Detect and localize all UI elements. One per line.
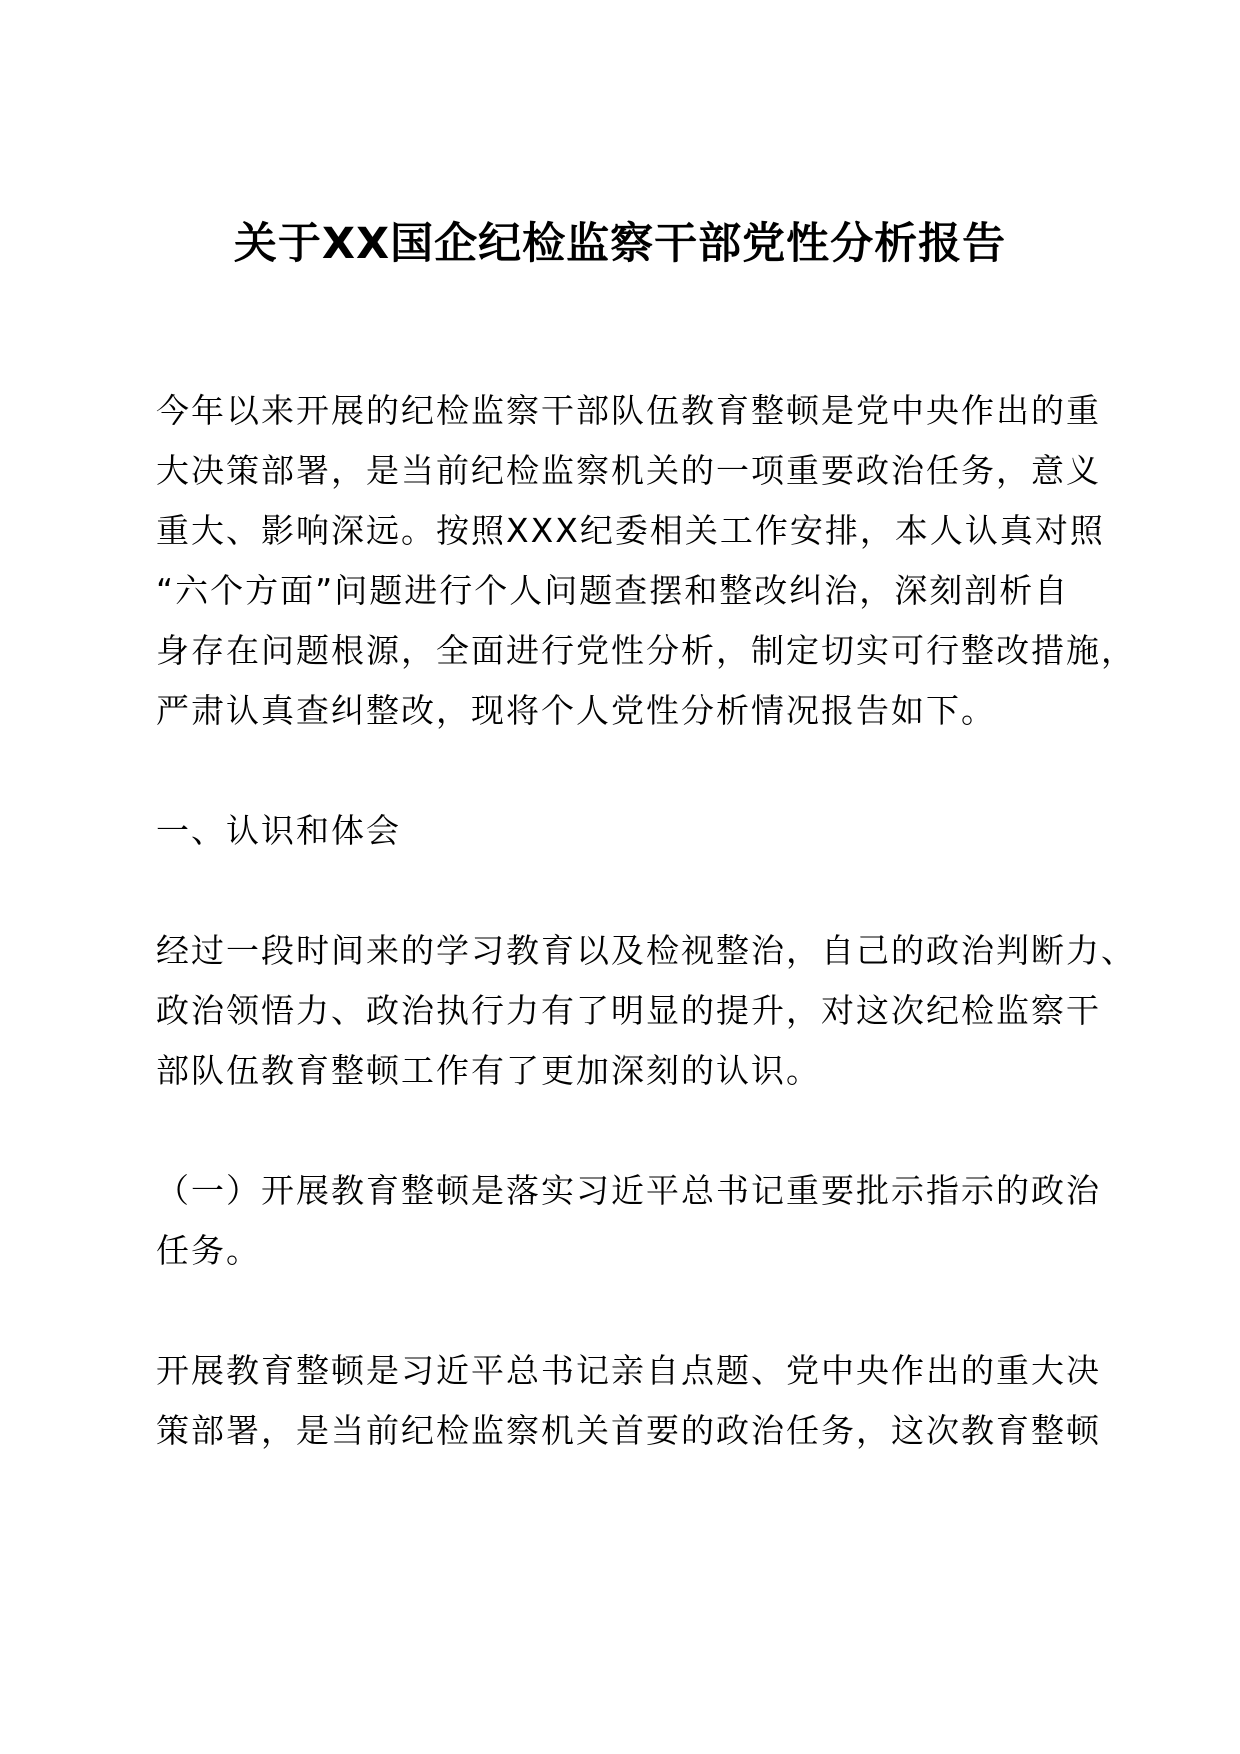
section1-line-1: 经过一段时间来的学习教育以及检视整治，自己的政治判断力、: [156, 931, 1136, 970]
subsection-body-line-2: 策部署，是当前纪检监察机关首要的政治任务，这次教育整顿: [156, 1411, 1101, 1450]
section1-line-2: 政治领悟力、政治执行力有了明显的提升，对这次纪检监察干: [156, 991, 1101, 1030]
section1-line-3: 部队伍教育整顿工作有了更加深刻的认识。: [156, 1051, 821, 1090]
section-heading-1: 一、认识和体会: [156, 811, 401, 850]
subsection-body-line-1: 开展教育整顿是习近平总书记亲自点题、党中央作出的重大决: [156, 1351, 1101, 1390]
subsection-heading-line-1: （一）开展教育整顿是落实习近平总书记重要批示指示的政治: [156, 1171, 1101, 1210]
document-title: 关于XX国企纪检监察干部党性分析报告: [233, 219, 1007, 269]
subsection-heading-line-2: 任务。: [156, 1231, 261, 1270]
intro-line-5: 身存在问题根源，全面进行党性分析，制定切实可行整改措施，: [156, 631, 1136, 670]
intro-line-2: 大决策部署，是当前纪检监察机关的一项重要政治任务，意义: [156, 451, 1101, 490]
intro-line-6: 严肃认真查纠整改，现将个人党性分析情况报告如下。: [156, 691, 996, 730]
intro-line-1: 今年以来开展的纪检监察干部队伍教育整顿是党中央作出的重: [156, 391, 1101, 430]
intro-line-3: 重大、影响深远。按照XXX纪委相关工作安排，本人认真对照: [156, 511, 1105, 550]
intro-line-4: “六个方面”问题进行个人问题查摆和整改纠治，深刻剖析自: [156, 571, 1070, 610]
